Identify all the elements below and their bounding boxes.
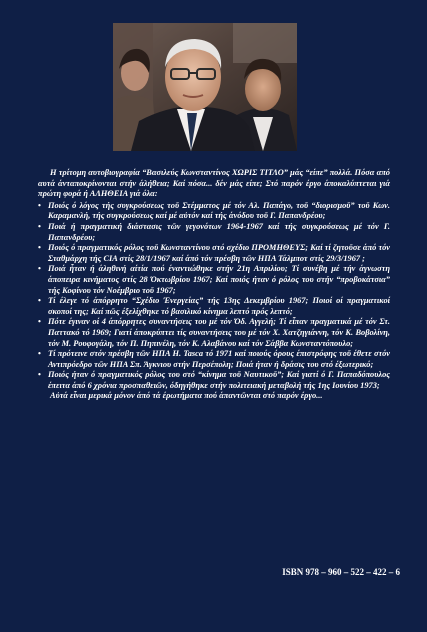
list-item: • Ποιός ό λόγος τής συγκρούσεως τοῦ Στέμματος μέ τόν Αλ. Παπάγο, τοῦ “διορισμοῦ” τοῦ Κων. Καραμανλή, τής συγκρούσεως καί μέ αὐτόν καί τής άνόδου τοῦ Γ. Παπανδρέου; (38, 201, 390, 222)
questions-list (38, 201, 390, 392)
intro-paragraph: Η τρίτομη αυτοβιογραφία “Βασιλεύς Κωνσταντίνος ΧΩΡΙΣ ΤΙΤΛΟ” μάς “είπε” πολλά. Πόσα από αυτά άνταποκρίνονται στήν άλήθεια; Καί πόσα... δέν μάς είπε; Στό παρόν έργο άποκαλύπτεται γιά πρώτη φορά ή ΑΛΗΘΕΙΑ γιά όλα: (38, 168, 390, 199)
list-item: • Ποιός ήταν ό πραγματικός ρόλος του στό “κίνημα τοῦ Ναυτικοῦ”; Καί γιατί ό Γ. Παπαδόπουλος έπειτα άπό 6 χρόνια προσπαθειῶν, όδηγήθηκε στήν πολιτειακή μεταβολή τής 1ης Ιουνίου 1973; (38, 370, 390, 391)
portrait-image (113, 23, 297, 151)
list-item: • Πότε έγιναν οί 4 άπόρρητες συναντήσεις του μέ τόν Όδ. Αγγελή; Τί εἶπαν πραγματικά μέ τόν Στ. Παττακό τό 1969; Γιατί άποκρύπτει τίς συναντήσεις του μέ τόν Χ. Χατζηγιάννη, τόν Κ. Βοβολίνη, τόν Μ. Ρουφογάλη, τόν Π. Πηπινέλη, τόν Κ. Αλαβάνου καί τόν Σάββα Κωνσταντόπουλο; (38, 317, 390, 349)
description-text (38, 168, 390, 402)
list-item: • Ποιά ή πραγματική διάστασις τῶν γεγονότων 1964-1967 καί τής συγκρούσεως μέ τόν Γ. Παπανδρέου; (38, 222, 390, 243)
list-item: • Ποιός ό πραγματικός ρόλος τοῦ Κωνσταντίνου στό σχέδιο ΠΡΟΜΗΘΕΥΣ; Καί τί ζητοῦσε άπό τόν Σταθμάρχη τής CIA στίς 28/1/1967 καί άπό τόν πρέσβη τῶν ΗΠΑ Τάλμποτ στίς 29/3/1967 ; (38, 243, 390, 264)
list-item: • Τί έλεγε τό άπόρρητο “Σχέδιο Ένεργείας” τής 13ης Δεκεμβρίου 1967; Ποιοί οί πραγματικοί σκοποί της; Καί πῶς έξελίχθηκε τό βασιλικό κίνημα λεπτό πρός λεπτό; (38, 296, 390, 317)
list-item: • Ποιά ἦταν ή άληθινή αίτία πού έναντιώθηκε στήν 21η Απριλίου; Τί συνέβη μέ τήν άγνωστη άποπειρα κινήματος στίς 28 Όκτωβρίου 1967; Καί ποιός ήταν ό ρόλος του στήν “προβοκάτσια” τής Κοφίνου τόν Νοέμβριο τοῦ 1967; (38, 264, 390, 296)
closing-paragraph: Αὐτά εἶναι μερικά μόνον άπό τά έρωτήματα πού άπαντῶνται στό παρόν έργο... (50, 391, 323, 401)
author-photo (113, 23, 297, 151)
list-item: • Τί πρότεινε στόν πρέσβη τῶν ΗΠΑ Η. Tasca τό 1971 καί ποιούς όρους έπιστρόφης τοῦ έθετε στόν Αντιπρόεδρο τῶν ΗΠΑ Σπ. Άγκνιου στήν Περσέπολη; Ποιά ήταν ή δράσις του στό έξωτερικό; (38, 349, 390, 370)
isbn-number: ISBN 978 – 960 – 522 – 422 – 6 (282, 567, 400, 577)
